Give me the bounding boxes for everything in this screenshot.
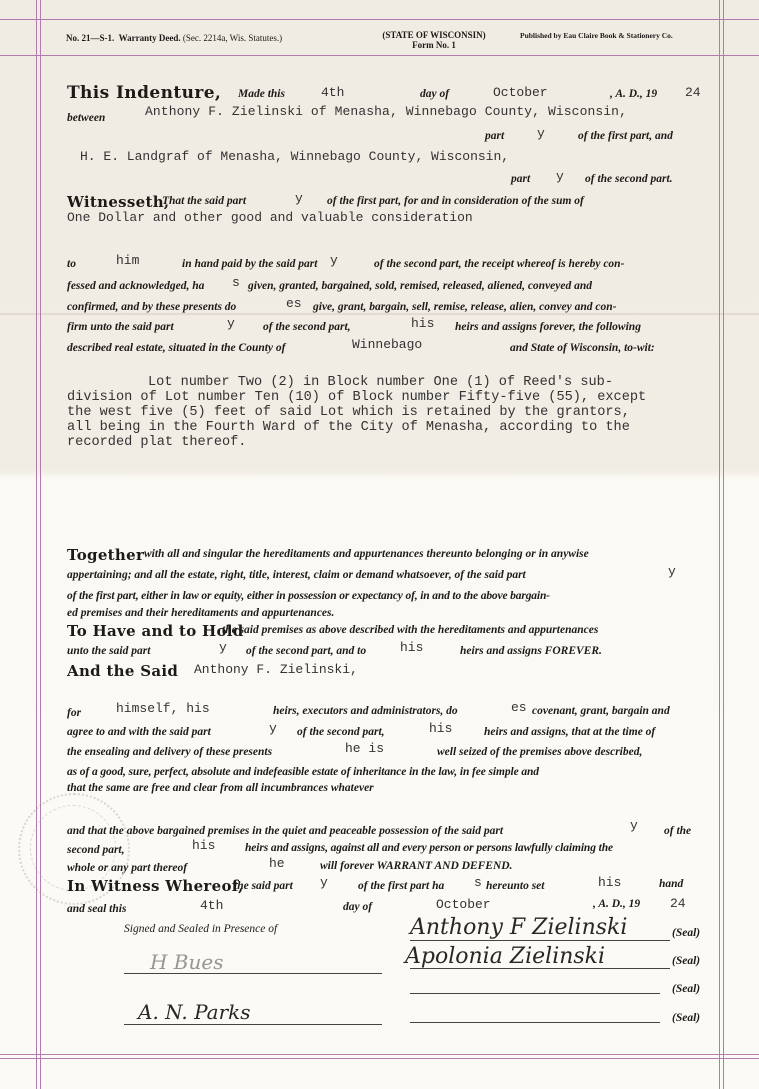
ensealing-text: the ensealing and delivery of these presents [67,746,273,758]
together-line-3: of the first part, either in law or equity, either in possession or expectancy of, in and to the above bargain- [67,590,550,602]
signature-grantor-1: Anthony F Zielinski [410,915,628,940]
second-part-label: of the second part. [585,173,673,185]
heirs-exec: heirs, executors and administrators, do [273,705,458,717]
seal-label-4: (Seal) [672,1012,701,1024]
he-is: he is [345,741,385,756]
first-party: Anthony F. Zielinski of Menasha, Winnebago County, Wisconsin, [145,104,627,119]
covenant-line-7b: of the [664,825,692,837]
hand-label: hand [659,878,684,890]
his-5: his [598,875,622,890]
witness-text-3: hereunto set [486,880,545,892]
first-part-and: of the first part, and [578,130,673,142]
left-rule [36,0,37,1089]
this-indenture-heading: This Indenture, [67,83,222,103]
legal-line-3: the west five (5) feet of said Lot which is retained by the grantors, [67,405,630,420]
receipt-text: of the second part, the receipt whereof is hereby con- [374,258,625,270]
deed-day: 4th [321,85,345,100]
right-rule [719,0,720,1089]
witness-text-1: the said part [234,880,293,892]
fessed-text: fessed and acknowledged, ha [67,280,205,292]
covenant-line-9a: whole or any part thereof [67,862,188,874]
witnesseth-text: That the said part [162,195,247,207]
seal-label-2: (Seal) [672,955,701,967]
signed-sealed-label: Signed and Sealed in Presence of [124,923,278,935]
part-suffix-6: y [668,564,676,579]
day-of-label: day of [420,88,450,100]
for-label: for [67,707,82,719]
witness-text-2: of the first part ha [358,880,445,892]
seal-label-3: (Seal) [672,983,701,995]
covenant-line-5: as of a good, sure, perfect, absolute and indefeasible estate of inheritance in the law, in fee simple and [67,766,539,778]
header-rule [0,55,759,56]
header-publisher: Published by Eau Claire Book & Stationery Co. [520,31,673,40]
covenant-text: covenant, grant, bargain and [532,705,670,717]
legal-line-1: Lot number Two (2) in Block number One (1) of Reed's sub- [148,375,613,390]
made-this-label: Made this [238,88,285,100]
well-seized: well seized of the premises above described, [437,746,643,758]
deed-month: October [493,85,548,100]
left-rule-inner [40,0,41,1089]
witness-year: 24 [670,896,686,911]
grantor-name: Anthony F. Zielinski, [194,662,358,677]
part-suffix-7: y [219,640,227,655]
state-wisconsin: and State of Wisconsin, to-wit: [510,342,655,354]
to-have-line-2b: of the second part, and to [246,645,367,657]
has-suffix-2: s [474,875,482,890]
grantee-pronoun: him [116,253,140,268]
himself-his: himself, his [116,701,210,716]
given-text: given, granted, bargained, sold, remised, released, aliened, conveyed and [248,280,593,292]
to-label: to [67,258,76,270]
county-name: Winnebago [352,337,423,352]
header-form-no: No. 21—S-1. Warranty Deed. (Sec. 2214a, Wis. Statutes.) [66,33,283,43]
signature-line-2 [410,968,670,969]
his-2: his [400,640,424,655]
fold-crease [0,313,759,315]
together-heading: Together [67,546,145,564]
covenant-line-6: that the same are free and clear from all incumbrances whatever [67,782,374,794]
witness-line-2 [124,1024,382,1025]
covenant-line-7a: and that the above bargained premises in the quiet and peaceable possession of the said part [67,825,504,837]
part-suffix-4: y [330,253,338,268]
described-text: described real estate, situated in the County of [67,342,286,354]
legal-line-5: recorded plat thereof. [67,435,247,450]
to-have-line-1: the said premises as above described with the hereditaments and appurtenances [222,624,599,636]
together-line-2: appertaining; and all the estate, right, title, interest, claim or demand whatsoever, of the said part [67,569,526,581]
part-label-2: part [511,173,531,185]
part-suffix-5: y [227,316,235,331]
ad-label: , A. D., 19 [610,88,658,100]
deed-year: 24 [685,85,701,100]
does-suffix-2: es [511,700,527,715]
part-suffix-10: y [320,875,328,890]
witness-month: October [436,897,491,912]
second-part-2: of the second part, [263,321,351,333]
signature-grantor-2: Apolonia Zielinski [405,944,606,969]
signature-line-4 [410,1022,660,1023]
witness-signature-1: H Bues [150,950,224,974]
legal-line-2: division of Lot number Ten (10) of Block number Fifty-five (55), except [67,390,647,405]
part-suffix-2: y [556,169,564,184]
to-have-line-2c: heirs and assigns FOREVER. [460,645,602,657]
firm-unto: firm unto the said part [67,321,174,333]
legal-line-4: all being in the Fourth Ward of the City of Menasha, according to the [67,420,630,435]
witness-day-of: day of [343,901,373,913]
witnesseth-text2: of the first part, for and in consideration of the sum of [327,195,584,207]
witness-signature-2: A. N. Parks [138,1000,251,1024]
witness-heading: In Witness Whereof, [67,877,244,895]
does-suffix: es [286,296,302,311]
he-defends: he [269,856,285,871]
his-3: his [429,721,453,736]
give-text: give, grant, bargain, sell, remise, release, alien, convey and con- [313,301,617,313]
witnesseth-heading: Witnesseth, [67,193,170,211]
right-rule-outer [723,0,724,1089]
his-1: his [411,316,435,331]
his-4: his [192,838,216,853]
signature-line-3 [410,993,660,994]
part-label-1: part [485,130,505,142]
seal-label-1: (Seal) [672,927,701,939]
to-have-line-2a: unto the said part [67,645,151,657]
agree-text-3: heirs and assigns, that at the time of [484,726,656,738]
witness-ad: , A. D., 19 [593,898,641,910]
part-suffix-8: y [269,721,277,736]
header-state: (STATE OF WISCONSIN) Form No. 1 [382,30,486,50]
agree-text-2: of the second part, [297,726,385,738]
covenant-line-8a: second part, [67,844,125,856]
together-line-1: with all and singular the hereditaments and appurtenances thereunto belonging or in anywise [144,548,589,560]
in-hand-paid: in hand paid by the said part [182,258,318,270]
signature-line-1 [410,940,670,941]
bottom-rule-inner [0,1058,759,1059]
second-party: H. E. Landgraf of Menasha, Winnebago County, Wisconsin, [80,149,510,164]
witness-line-1 [124,973,382,974]
part-suffix-9: y [630,818,638,833]
top-rule [0,19,759,20]
agree-text: agree to and with the said part [67,726,211,738]
covenant-line-9b: will forever WARRANT AND DEFEND. [320,860,513,872]
together-line-4: ed premises and their hereditaments and appurtenances. [67,607,335,619]
consideration: One Dollar and other good and valuable consideration [67,210,473,225]
bottom-rule [0,1054,759,1055]
part-suffix-1: y [537,126,545,141]
part-suffix-3: y [295,191,303,206]
and-the-said-heading: And the Said [67,662,179,680]
covenant-line-8b: heirs and assigns, against all and every person or persons lawfully claiming the [245,842,614,854]
seal-this: and seal this [67,903,127,915]
heirs-assigns: heirs and assigns forever, the following [455,321,641,333]
confirmed-text: confirmed, and by these presents do [67,301,237,313]
between-label: between [67,112,106,124]
to-have-heading: To Have and to Hold [67,622,244,640]
witness-day: 4th [200,898,224,913]
has-suffix: s [232,275,240,290]
